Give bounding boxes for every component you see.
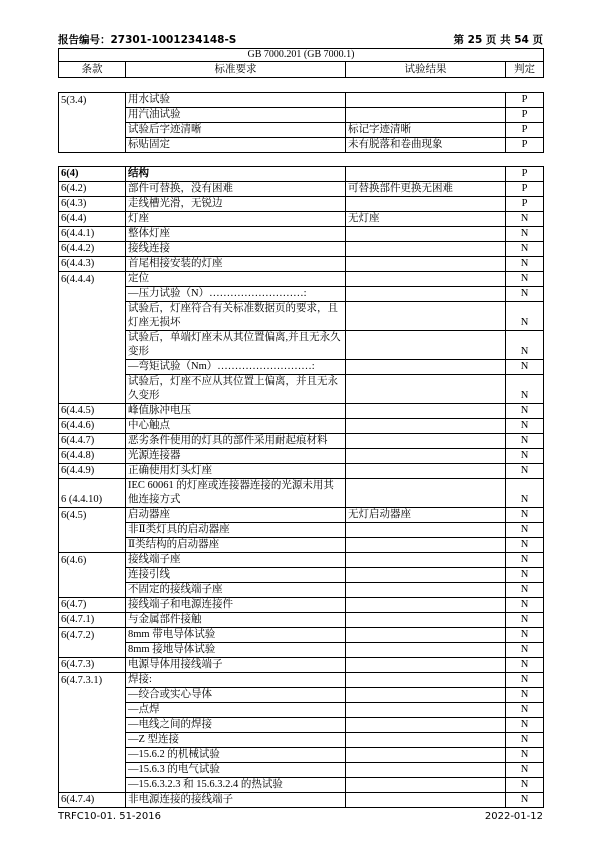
table-row (59, 212, 544, 227)
result-cell (346, 360, 506, 375)
result-cell: 未有脱落和卷曲现象 (346, 138, 506, 153)
result-cell (346, 793, 506, 808)
requirement-cell: —15.6.2 的机械试验 (126, 748, 346, 763)
clause-cell: 6(4.4.8) (59, 449, 126, 464)
verdict-cell: N (506, 688, 544, 703)
table-row (59, 167, 544, 182)
requirement-cell: 灯座 (126, 212, 346, 227)
requirement-cell: —点焊 (126, 703, 346, 718)
requirement-cell: 首尾相接安装的灯座 (126, 257, 346, 272)
table-row (59, 479, 544, 508)
result-cell (346, 167, 506, 182)
clause-cell: 6(4.7.2) (59, 628, 126, 643)
requirement-cell: —绞合或实心导体 (126, 688, 346, 703)
table-row (59, 272, 544, 287)
clause-cell: 6(4.4.7) (59, 434, 126, 449)
verdict-cell: N (506, 212, 544, 227)
table-row (59, 613, 544, 628)
requirement-cell: 试验后，灯座符合有关标准数据页的要求，且灯座无损坏 (126, 302, 346, 331)
requirement-cell: 恶劣条件使用的灯具的部件采用耐起痕材料 (126, 434, 346, 449)
clause-cell (59, 287, 126, 302)
verdict-cell: N (506, 673, 544, 688)
clause-cell: 6(4.4.9) (59, 464, 126, 479)
result-cell (346, 331, 506, 360)
table-row (59, 464, 544, 479)
clause-cell: 6(4.2) (59, 182, 126, 197)
table-row (59, 688, 544, 703)
clause-cell: 6(4.4.2) (59, 242, 126, 257)
requirement-cell: 走线槽光滑，无锐边 (126, 197, 346, 212)
clause-cell (59, 733, 126, 748)
result-cell (346, 93, 506, 108)
verdict-cell: N (506, 272, 544, 287)
result-cell (346, 778, 506, 793)
result-cell (346, 538, 506, 553)
result-cell (346, 553, 506, 568)
clause-cell (59, 643, 126, 658)
clause-cell: 6 (4.4.10) (59, 479, 126, 508)
result-cell (346, 479, 506, 508)
clause-cell (59, 523, 126, 538)
requirement-cell: 接线端子和电源连接件 (126, 598, 346, 613)
section-table-marking (58, 92, 544, 153)
result-cell (346, 688, 506, 703)
result-cell (346, 628, 506, 643)
clause-cell: 6(4.3) (59, 197, 126, 212)
clause-cell: 6(4.7.3.1) (59, 673, 126, 688)
requirement-cell: 标贴固定 (126, 138, 346, 153)
clause-cell: 6(4.7.1) (59, 613, 126, 628)
clause-cell (59, 583, 126, 598)
table-row (59, 628, 544, 643)
table-row (59, 718, 544, 733)
form-id: TRFC10-01. 51-2016 (58, 811, 161, 822)
requirement-cell: 用水试验 (126, 93, 346, 108)
requirement-cell: —电线之间的焊接 (126, 718, 346, 733)
requirement-cell: 正确使用灯头灯座 (126, 464, 346, 479)
table-row (59, 123, 544, 138)
page-number: 第 25 页 共 54 页 (453, 34, 543, 46)
clause-cell: 6(4.4.1) (59, 227, 126, 242)
requirement-cell: 8mm 接地导体试验 (126, 643, 346, 658)
table-row (59, 434, 544, 449)
requirement-cell: 中心触点 (126, 419, 346, 434)
verdict-cell: N (506, 613, 544, 628)
table-row (59, 287, 544, 302)
result-cell (346, 108, 506, 123)
result-cell: 可替换部件更换无困难 (346, 182, 506, 197)
result-cell (346, 718, 506, 733)
requirement-cell: 焊接: (126, 673, 346, 688)
verdict-cell: N (506, 479, 544, 508)
verdict-cell: N (506, 464, 544, 479)
clause-cell (59, 331, 126, 360)
result-cell: 标记字迹清晰 (346, 123, 506, 138)
result-cell (346, 242, 506, 257)
verdict-cell: N (506, 257, 544, 272)
table-row (59, 793, 544, 808)
verdict-cell: N (506, 793, 544, 808)
column-header-verdict: 判定 (506, 62, 544, 78)
verdict-cell: N (506, 404, 544, 419)
column-header-result: 试验结果 (346, 62, 506, 78)
verdict-cell: N (506, 553, 544, 568)
table-row (59, 197, 544, 212)
result-cell (346, 643, 506, 658)
result-cell (346, 197, 506, 212)
clause-cell: 6(4.4.6) (59, 419, 126, 434)
table-row (59, 242, 544, 257)
clause-cell: 6(4.7.4) (59, 793, 126, 808)
result-cell (346, 449, 506, 464)
section-body (59, 167, 544, 808)
section-body (59, 93, 544, 153)
clause-cell (59, 375, 126, 404)
clause-cell: 6(4.4.5) (59, 404, 126, 419)
requirement-cell: 部件可替换，没有困难 (126, 182, 346, 197)
requirement-cell: 与金属部件接触 (126, 613, 346, 628)
table-row (59, 598, 544, 613)
table-row (59, 508, 544, 523)
verdict-cell: N (506, 227, 544, 242)
clause-cell: 5(3.4) (59, 93, 126, 108)
requirement-cell: —Z 型连接 (126, 733, 346, 748)
standard-row (59, 49, 544, 62)
requirement-cell: 整体灯座 (126, 227, 346, 242)
result-cell (346, 658, 506, 673)
verdict-cell: N (506, 360, 544, 375)
requirement-cell: 定位 (126, 272, 346, 287)
requirement-cell: 峰值脉冲电压 (126, 404, 346, 419)
requirement-cell: 不固定的接线端子座 (126, 583, 346, 598)
clause-cell (59, 688, 126, 703)
verdict-cell: N (506, 331, 544, 360)
table-row (59, 733, 544, 748)
requirement-cell: 光源连接器 (126, 449, 346, 464)
report-date: 2022-01-12 (484, 811, 543, 822)
table-row (59, 703, 544, 718)
verdict-cell: P (506, 138, 544, 153)
requirement-cell: —弯矩试验（Nm）………………………: (126, 360, 346, 375)
result-cell (346, 404, 506, 419)
table-row (59, 553, 544, 568)
result-cell (346, 673, 506, 688)
table-row (59, 673, 544, 688)
table-row (59, 93, 544, 108)
clause-cell (59, 123, 126, 138)
result-cell: 无灯启动器座 (346, 508, 506, 523)
result-cell (346, 227, 506, 242)
table-header (58, 48, 544, 78)
verdict-cell: P (506, 93, 544, 108)
verdict-cell: N (506, 658, 544, 673)
requirement-cell: 连接引线 (126, 568, 346, 583)
clause-cell (59, 748, 126, 763)
verdict-cell: P (506, 108, 544, 123)
table-row (59, 658, 544, 673)
clause-cell: 6(4) (59, 167, 126, 182)
verdict-cell: N (506, 508, 544, 523)
verdict-cell: N (506, 375, 544, 404)
standard-title: GB 7000.201 (GB 7000.1) (59, 49, 544, 62)
verdict-cell: N (506, 778, 544, 793)
page-footer (58, 810, 543, 823)
requirement-cell: Ⅱ类结构的启动器座 (126, 538, 346, 553)
table-row (59, 331, 544, 360)
result-cell (346, 302, 506, 331)
requirement-cell: —压力试验（N）………………………: (126, 287, 346, 302)
verdict-cell: N (506, 628, 544, 643)
requirement-cell: 试验后字迹清晰 (126, 123, 346, 138)
clause-cell (59, 302, 126, 331)
requirement-cell: —15.6.3.2.3 和 15.6.3.2.4 的热试验 (126, 778, 346, 793)
verdict-cell: N (506, 242, 544, 257)
result-cell (346, 523, 506, 538)
requirement-cell: 试验后，灯座不应从其位置上偏离，并且无永久变形 (126, 375, 346, 404)
clause-cell (59, 138, 126, 153)
requirement-cell: 用汽油试验 (126, 108, 346, 123)
verdict-cell: N (506, 598, 544, 613)
result-cell (346, 763, 506, 778)
result-cell: 无灯座 (346, 212, 506, 227)
table-row (59, 182, 544, 197)
requirement-cell: 8mm 带电导体试验 (126, 628, 346, 643)
verdict-cell: P (506, 197, 544, 212)
verdict-cell: N (506, 763, 544, 778)
clause-cell: 6(4.4) (59, 212, 126, 227)
result-cell (346, 272, 506, 287)
table-row (59, 419, 544, 434)
clause-cell: 6(4.7) (59, 598, 126, 613)
clause-cell (59, 763, 126, 778)
table-row (59, 583, 544, 598)
verdict-cell: N (506, 538, 544, 553)
verdict-cell: N (506, 703, 544, 718)
table-row (59, 360, 544, 375)
report-number: 报告编号：27301-1001234148-S (58, 34, 237, 46)
requirement-cell: 启动器座 (126, 508, 346, 523)
table-row (59, 375, 544, 404)
table-row (59, 523, 544, 538)
column-header-row (59, 62, 544, 78)
requirement-cell: IEC 60061 的灯座或连接器连接的光源未用其他连接方式 (126, 479, 346, 508)
clause-cell: 6(4.4.3) (59, 257, 126, 272)
requirement-cell: —15.6.3 的电气试验 (126, 763, 346, 778)
verdict-cell: N (506, 733, 544, 748)
clause-cell: 6(4.4.4) (59, 272, 126, 287)
clause-cell (59, 778, 126, 793)
result-cell (346, 703, 506, 718)
column-header-clause: 条款 (59, 62, 126, 78)
column-header-requirement: 标准要求 (126, 62, 346, 78)
verdict-cell: N (506, 434, 544, 449)
table-row (59, 257, 544, 272)
table-row (59, 302, 544, 331)
verdict-cell: N (506, 302, 544, 331)
clause-cell: 6(4.6) (59, 553, 126, 568)
requirement-cell: 结构 (126, 167, 346, 182)
verdict-cell: P (506, 182, 544, 197)
result-cell (346, 583, 506, 598)
verdict-cell: N (506, 643, 544, 658)
verdict-cell: N (506, 568, 544, 583)
table-row (59, 763, 544, 778)
requirement-cell: 接线连接 (126, 242, 346, 257)
verdict-cell: N (506, 748, 544, 763)
requirement-cell: 非电源连接的接线端子 (126, 793, 346, 808)
verdict-cell: N (506, 419, 544, 434)
result-cell (346, 598, 506, 613)
result-cell (346, 748, 506, 763)
table-row (59, 227, 544, 242)
clause-cell (59, 360, 126, 375)
table-row (59, 404, 544, 419)
verdict-cell: N (506, 287, 544, 302)
table-row (59, 108, 544, 123)
table-row (59, 538, 544, 553)
result-cell (346, 733, 506, 748)
clause-cell (59, 718, 126, 733)
table-row (59, 449, 544, 464)
result-cell (346, 434, 506, 449)
result-cell (346, 375, 506, 404)
page-header (58, 32, 543, 47)
result-cell (346, 568, 506, 583)
table-row (59, 748, 544, 763)
requirement-cell: 接线端子座 (126, 553, 346, 568)
result-cell (346, 287, 506, 302)
clause-cell (59, 703, 126, 718)
verdict-cell: P (506, 123, 544, 138)
clause-cell (59, 108, 126, 123)
verdict-cell: N (506, 718, 544, 733)
clause-cell: 6(4.7.3) (59, 658, 126, 673)
result-cell (346, 257, 506, 272)
result-cell (346, 613, 506, 628)
result-cell (346, 464, 506, 479)
table-row (59, 138, 544, 153)
requirement-cell: 试验后，单端灯座未从其位置偏离,并且无永久变形 (126, 331, 346, 360)
result-cell (346, 419, 506, 434)
clause-cell (59, 568, 126, 583)
table-row (59, 568, 544, 583)
clause-cell: 6(4.5) (59, 508, 126, 523)
clause-cell (59, 538, 126, 553)
requirement-cell: 电源导体用接线端子 (126, 658, 346, 673)
section-table-construction (58, 166, 544, 808)
requirement-cell: 非Ⅱ类灯具的启动器座 (126, 523, 346, 538)
verdict-cell: N (506, 523, 544, 538)
verdict-cell: P (506, 167, 544, 182)
verdict-cell: N (506, 449, 544, 464)
table-row (59, 778, 544, 793)
verdict-cell: N (506, 583, 544, 598)
table-row (59, 643, 544, 658)
